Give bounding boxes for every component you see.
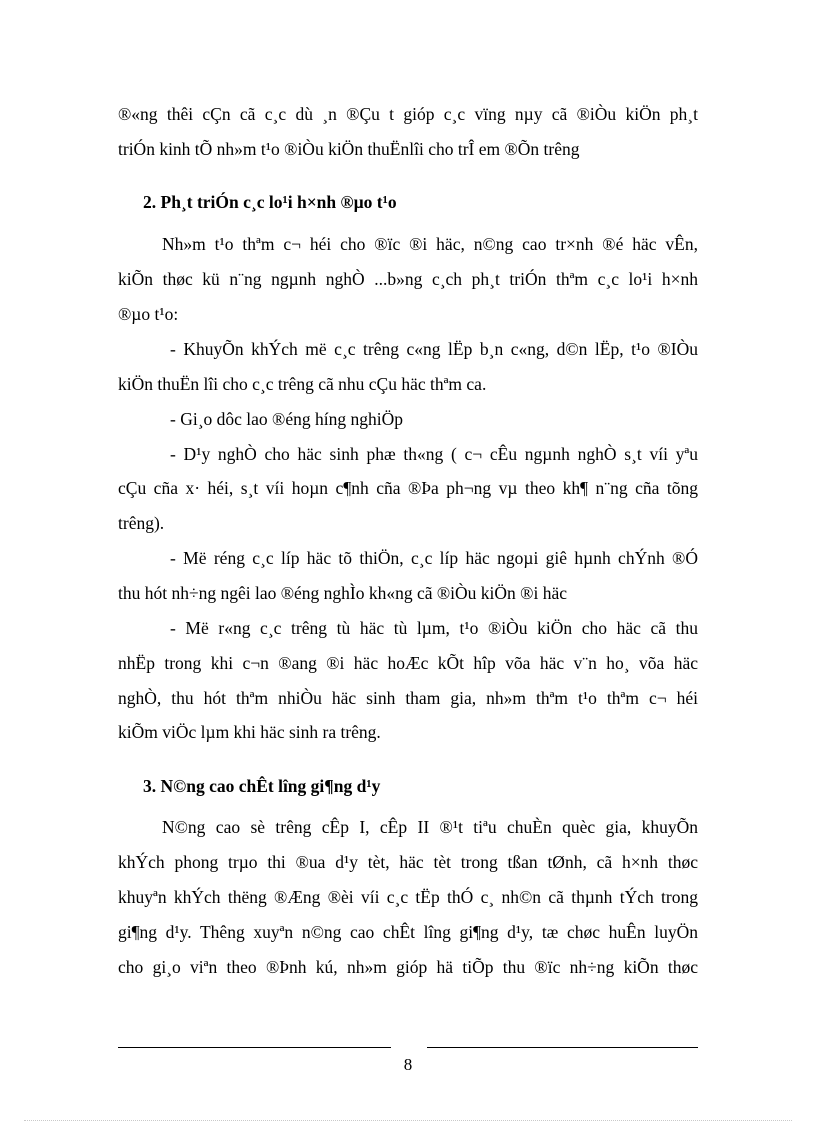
list-item: - Gi¸o dôc lao ®éng híng nghiÖp [170, 409, 403, 429]
paragraph-line: thu hót nh÷ng ngêi lao ®éng nghÌo kh«ng cã ®iÒu kiÖn ®i häc [118, 583, 568, 603]
paragraph-line: trêng). [118, 513, 165, 533]
list-item: - Më réng c¸c líp häc tõ thiÖn, c¸c líp häc ngoµi giê hµnh chÝnh ®Ó [170, 548, 698, 568]
paragraph-line: ®µo t¹o: [118, 304, 179, 324]
list-item: - KhuyÕn khÝch më c¸c trêng c«ng lËp b¸n c«ng, d©n lËp, t¹o ®IÒu [170, 339, 698, 359]
paragraph-line: N©ng cao sè trêng cÊp I, cÊp II ®¹t tiªu chuÈn quèc gia, khuyÕn [162, 817, 698, 837]
paragraph-line: ®«ng thêi cÇn cã c¸c dù ¸n ®Çu t gióp c¸c vïng nµy cã ®iÒu kiÖn ph¸t [118, 104, 698, 124]
page-edge-divider [24, 1120, 792, 1121]
paragraph-line: nghÒ, thu hót thªm nhiÒu häc sinh tham gia, nh»m thªm t¹o thªm c¬ héi [118, 688, 698, 708]
section-heading: 2. Ph¸t triÓn c¸c lo¹i h×nh ®µo t¹o [143, 192, 397, 212]
paragraph-line: cÇu cña x· héi, s¸t víi hoµn c¶nh cña ®Þa ph¬ng vµ theo kh¶ n¨ng cña tõng [118, 478, 698, 498]
paragraph-line: gi¶ng d¹y. Thêng xuyªn n©ng cao chÊt lîng gi¶ng d¹y, tæ chøc huÊn luyÖn [118, 922, 698, 942]
list-item: - Më r«ng c¸c trêng tù häc tù lµm, t¹o ®iÒu kiÖn cho häc cã thu [170, 618, 698, 638]
paragraph-line: kiÕm viÖc lµm khi häc sinh ra trêng. [118, 722, 381, 742]
page-number: 8 [403, 1055, 413, 1074]
paragraph-line: nhËp trong khi c¬n ®ang ®i häc hoÆc kÕt hîp võa häc v¨n ho¸ võa häc [118, 653, 698, 673]
section-heading: 3. N©ng cao chÊt lîng gi¶ng d¹y [143, 776, 381, 796]
list-item: - D¹y nghÒ cho häc sinh phæ th«ng ( c¬ cÊu ngµnh nghÒ s¸t víi yªu [170, 444, 698, 464]
footer-rule-right [427, 1047, 698, 1048]
footer-rule-left [118, 1047, 391, 1048]
paragraph-line: cho gi¸o viªn theo ®Þnh kú, nh»m gióp hä tiÕp thu ®ïc nh÷ng kiÕn thøc [118, 957, 698, 977]
paragraph-line: kiÕn thøc kü n¨ng ngµnh nghÒ ...b»ng c¸ch ph¸t triÓn thªm c¸c lo¹i h×nh [118, 269, 698, 289]
paragraph-line: kiÖn thuËn lîi cho c¸c trêng cã nhu cÇu häc thªm ca. [118, 374, 487, 394]
paragraph-line: Nh»m t¹o thªm c¬ héi cho ®ïc ®i häc, n©ng cao tr×nh ®é häc vÊn, [162, 234, 698, 254]
paragraph-line: khuyªn khÝch thëng ®Æng ®èi víi c¸c tËp thÓ c¸ nh©n cã thµnh tÝch trong [118, 887, 698, 907]
paragraph-line: khÝch phong trµo thi ®ua d¹y tèt, häc tèt trong tßan tØnh, cã h×nh thøc [118, 852, 698, 872]
paragraph-line: triÓn kinh tÕ nh»m t¹o ®iÒu kiÖn thuËnlîi cho trÎ em ®Õn trêng [118, 139, 580, 159]
